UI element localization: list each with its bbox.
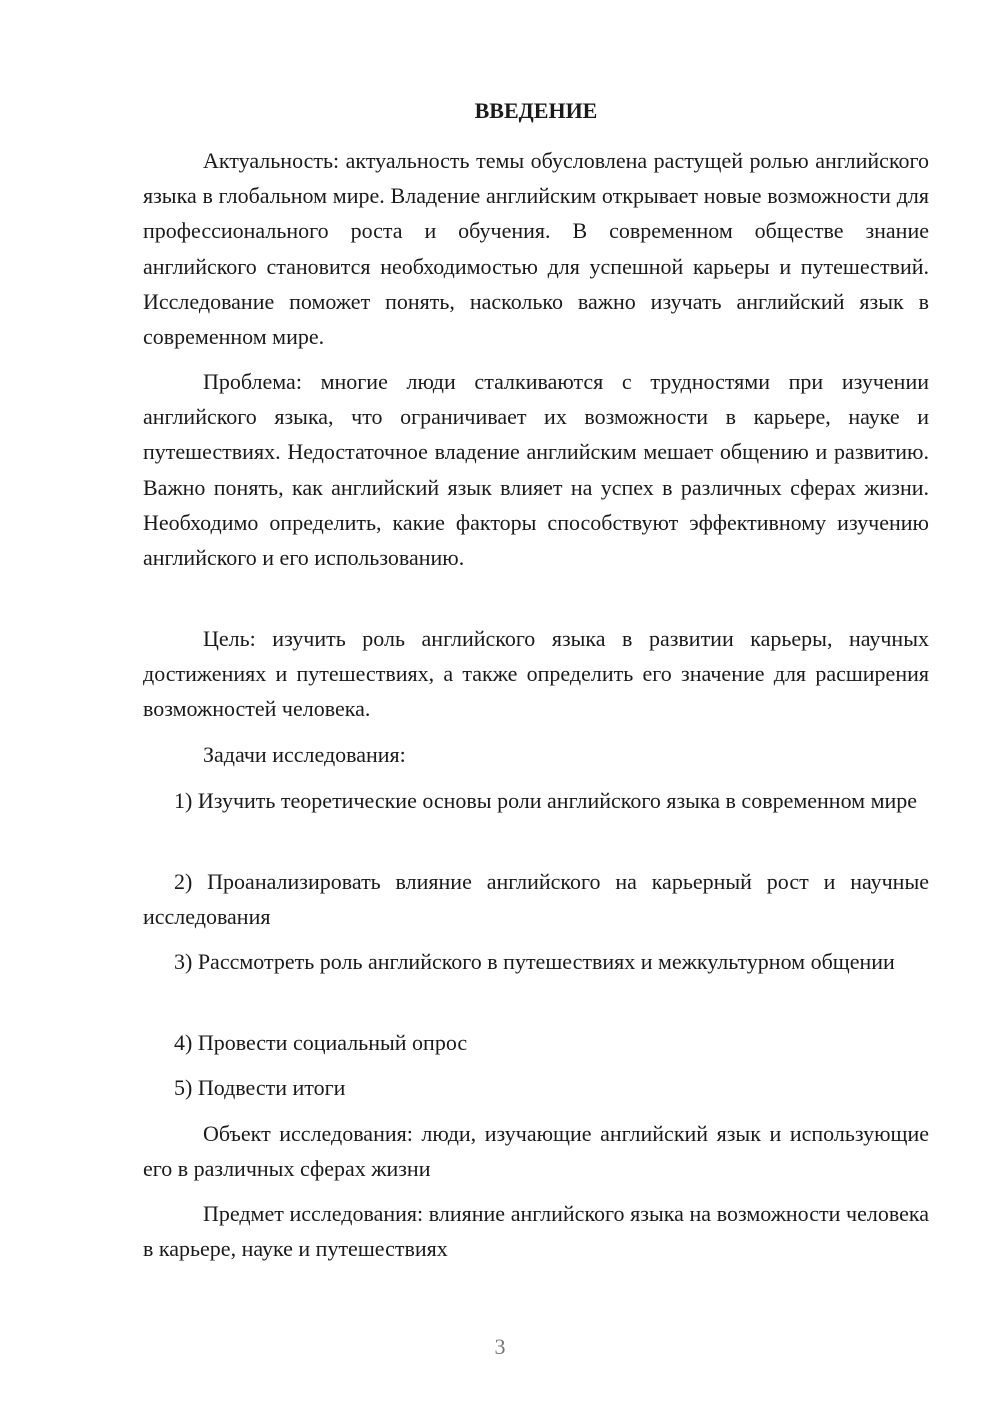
- paragraph-relevance: Актуальность: актуальность темы обусловлена растущей ролью английского языка в глобальном мире. Владение английским открывает новые возможности для профессионального роста и обучения. В современном обществе знание английского становится необходимостью для успешной карьеры и путешествий. Исследование поможет понять, насколько важно изучать английский язык в современном мире.: [143, 148, 929, 350]
- paragraph-problem: Проблема: многие люди сталкиваются с трудностями при изучении английского языка, что ограничивает их возможности в карьере, науке и путешествиях. Недостаточное владение английским мешает общению и развитию. Важно понять, как английский язык влияет на успех в различных сферах жизни. Необходимо определить, какие факторы способствуют эффективному изучению английского и его использованию.: [143, 369, 929, 571]
- paragraph-object: Объект исследования: люди, изучающие английский язык и использующие его в различных сферах жизни: [143, 1121, 929, 1182]
- task-item-2: 2) Проанализировать влияние английского на карьерный рост и научные исследования: [143, 869, 929, 930]
- paragraph-tasks-heading: Задачи исследования:: [203, 742, 406, 767]
- paragraph-subject: Предмет исследования: влияние английского языка на возможности человека в карьере, науке и путешествиях: [143, 1201, 929, 1262]
- task-item-1: 1) Изучить теоретические основы роли английского языка в современном мире: [174, 788, 918, 813]
- task-item-3: 3) Рассмотреть роль английского в путешествиях и межкультурном общении: [174, 949, 895, 974]
- task-item-4: 4) Провести социальный опрос: [174, 1030, 468, 1055]
- paragraph-goal: Цель: изучить роль английского языка в развитии карьеры, научных достижениях и путешествиях, а также определить его значение для расширения возможностей человека.: [143, 626, 929, 722]
- page-title: ВВЕДЕНИЕ: [474, 98, 598, 123]
- task-item-5: 5) Подвести итоги: [174, 1075, 346, 1100]
- page-number: 3: [494, 1334, 506, 1359]
